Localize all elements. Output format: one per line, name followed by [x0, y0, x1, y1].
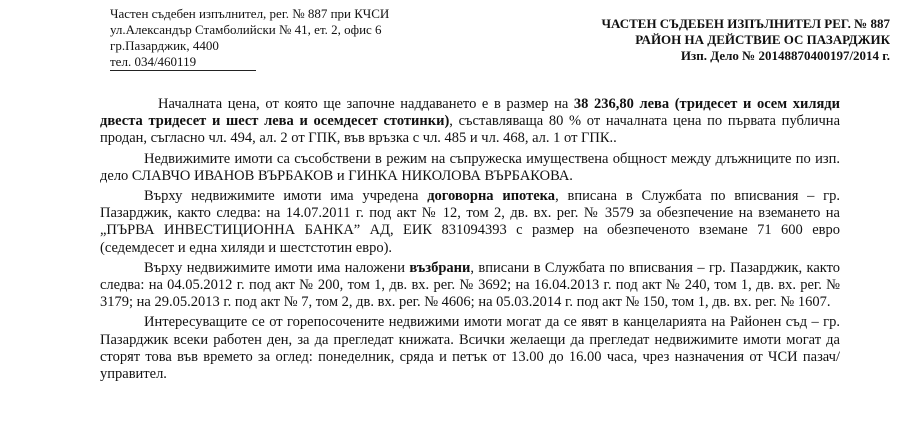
starting-price-paragraph: Началната цена, от която ще започне наддаването е в размер на 38 236,80 лева (тридесет и осем хиляди двеста тридесет и шест лева и осемдесет стотинки), съставляваща 80 % от началната цена по първата публична продан, съгласно чл. 494, ал. 2 от ГПК, във връзка с чл. 485 и чл. 468, ал. 1 от ГПК..	[100, 96, 840, 147]
seizure-paragraph: Върху недвижимите имоти има наложени възбрани, вписани в Службата по вписвания – гр. Пазарджик, както следва: на 04.05.2012 г. под акт № 200, том 1, дв. вх. рег. № 3692; на 16.04.2013 г. под акт № 240, том 1, дв. вх. рег. № 3179; на 29.05.2013 г. под акт № 7, том 2, дв. вх. рег. № 4606; на 05.03.2014 г. под акт № 150, том 1, дв. вх. рег. № 1607.	[100, 259, 841, 311]
bailiff-phone: тел. 034/460119	[110, 54, 256, 71]
mortgage-paragraph: Върху недвижимите имоти има учредена договорна ипотека, вписана в Службата по вписвания – гр. Пазарджик, както следва: на 14.07.2011 г. под акт № 12, том 2, дв. вх. рег. № 3579 за обезпечение на вземането на „ПЪРВА ИНВЕСТИЦИОННА БАНКА” АД, ЕИК 831094393 с размер на обезпеченото вземане 71 600 евро (седемдесет и една хиляди и шестстотин евро).	[100, 188, 841, 256]
inspection-paragraph: Интересуващите се от горепосочените недвижими имоти могат да се явят в канцеларията на Районен съд – гр. Пазарджик всеки работен ден, за да прегледат книжата. Всички желаещи да прегледат недвижимите имоти могат да сторят това във времето за оглед: понеделник, сряда и петък от 13.00 до 16.00 часа, чрез назначения от ЧСИ пазач/управител.	[100, 314, 840, 383]
mortgage-term: договорна ипотека	[427, 188, 556, 205]
seizure-term: възбрани	[409, 259, 471, 276]
bailiff-phone-line	[110, 54, 430, 71]
bailiff-contact-block	[110, 6, 430, 71]
case-number: Изп. Дело № 20148870400197/2014 г.	[680, 48, 890, 63]
jurisdiction: РАЙОН НА ДЕЙСТВИЕ ОС ПАЗАРДЖИК	[635, 32, 890, 47]
case-header-block	[560, 16, 890, 64]
co-ownership-paragraph: Недвижимите имоти са съсобствени в режим на съпружеска имуществена общност между длъжниците по изп. дело СЛАВЧО ИВАНОВ ВЪРБАКОВ и ГИНКА НИКОЛОВА ВЪРБАКОВА.	[100, 150, 840, 184]
bailiff-address: ул.Александър Стамболийски № 41, ет. 2, офис 6	[110, 22, 382, 37]
document-body	[100, 96, 840, 386]
starting-price: 38 236,80 лева (тридесет и осем хиляди двеста тридесет и шест лева и осемдесет стотинки)	[100, 96, 840, 130]
bailiff-title: Частен съдебен изпълнител, рег. № 887 при КЧСИ	[110, 6, 390, 21]
bailiff-registration: ЧАСТЕН СЪДЕБЕН ИЗПЪЛНИТЕЛ РЕГ. № 887	[601, 16, 890, 31]
bailiff-city: гр.Пазарджик, 4400	[110, 38, 219, 53]
